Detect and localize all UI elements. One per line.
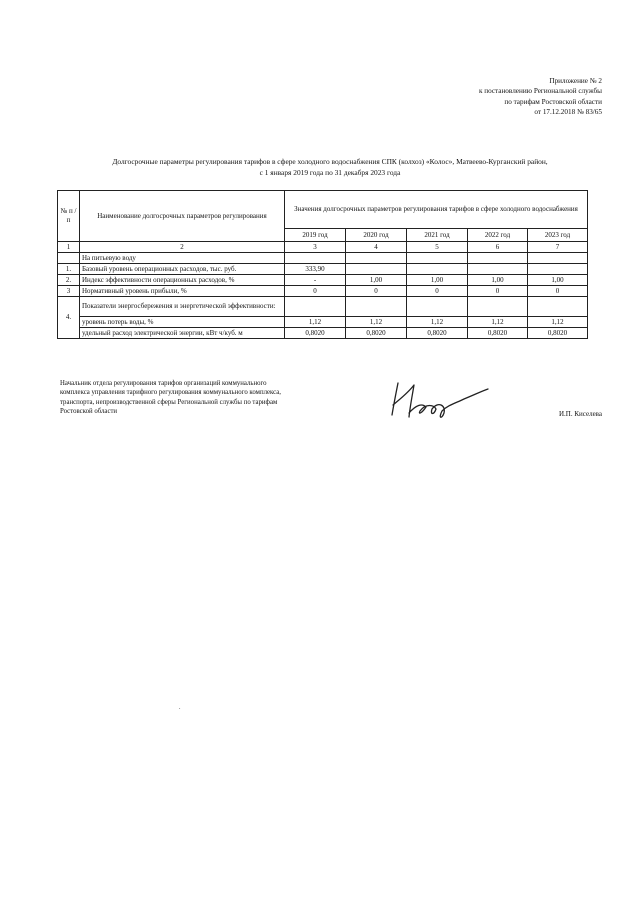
row-value bbox=[407, 264, 468, 275]
year-2022: 2022 год bbox=[468, 229, 528, 242]
appendix-line-1: Приложение № 2 bbox=[549, 77, 602, 85]
row-value: 0 bbox=[468, 286, 528, 297]
row-value bbox=[528, 264, 588, 275]
row-value: 1,12 bbox=[285, 317, 346, 328]
row-value: 0,8020 bbox=[528, 328, 588, 339]
row-name: удельный расход электрической энергии, кВт ч/куб. м bbox=[80, 328, 285, 339]
table-row bbox=[58, 317, 588, 328]
row-value: - bbox=[285, 275, 346, 286]
row-name: Индекс эффективности операционных расходов, % bbox=[80, 275, 285, 286]
row-value: 1,12 bbox=[407, 317, 468, 328]
parameters-table bbox=[57, 190, 588, 339]
header-num: № п /п bbox=[58, 191, 80, 242]
appendix-header bbox=[382, 76, 602, 118]
row-num: 2. bbox=[58, 275, 80, 286]
table-header-row bbox=[58, 191, 588, 229]
row-value: 333,90 bbox=[285, 264, 346, 275]
title-line-1: Долгосрочные параметры регулирования тарифов в сфере холодного водоснабжения СПК (колхоз) «Колос», Матвеево-Курганский район, bbox=[112, 157, 548, 166]
appendix-line-4: от 17.12.2018 № 83/65 bbox=[534, 108, 602, 117]
index-cell: 6 bbox=[468, 242, 528, 253]
handwritten-signature bbox=[384, 375, 494, 425]
table-row bbox=[58, 286, 588, 297]
index-cell: 2 bbox=[80, 242, 285, 253]
column-index-row bbox=[58, 242, 588, 253]
table-row bbox=[58, 328, 588, 339]
row-value: 0 bbox=[346, 286, 407, 297]
row-value: 1,00 bbox=[468, 275, 528, 286]
appendix-line-2: к постановлению Региональной службы bbox=[478, 87, 602, 96]
row-num: 3 bbox=[58, 286, 80, 297]
energy-heading: Показатели энергосбережения и энергетической эффективности: bbox=[80, 297, 285, 317]
index-cell: 4 bbox=[346, 242, 407, 253]
position-line-3: транспорта, непроизводственной сферы Региональной службы по тарифам bbox=[60, 398, 278, 406]
index-cell: 1 bbox=[58, 242, 80, 253]
row-value: 1,00 bbox=[528, 275, 588, 286]
row-value: 0 bbox=[528, 286, 588, 297]
row-value: 1,12 bbox=[528, 317, 588, 328]
row-num: 4. bbox=[58, 297, 80, 339]
row-value: 0 bbox=[407, 286, 468, 297]
year-2021: 2021 год bbox=[407, 229, 468, 242]
year-2023: 2023 год bbox=[528, 229, 588, 242]
position-line-2: комплекса управления тарифного регулирования коммунального комплекса, bbox=[60, 389, 281, 397]
row-name: уровень потерь воды, % bbox=[80, 317, 285, 328]
position-line-4: Ростовской области bbox=[60, 407, 118, 415]
title-line-2: с 1 января 2019 года по 31 декабря 2023 года bbox=[259, 168, 401, 177]
row-value: 0,8020 bbox=[346, 328, 407, 339]
position-line-1: Начальник отдела регулирования тарифов организаций коммунального bbox=[60, 380, 267, 387]
row-value: 1,12 bbox=[468, 317, 528, 328]
year-2020: 2020 год bbox=[346, 229, 407, 242]
section-label: На питьевую воду bbox=[80, 253, 285, 264]
appendix-line-3: по тарифам Ростовской области bbox=[504, 97, 602, 106]
signer-name: И.П. Киселева bbox=[559, 410, 602, 418]
row-value: 0,8020 bbox=[285, 328, 346, 339]
row-value: 1,00 bbox=[346, 275, 407, 286]
document-title bbox=[40, 156, 620, 178]
row-value: 0 bbox=[285, 286, 346, 297]
row-value: 0,8020 bbox=[407, 328, 468, 339]
row-value: 0,8020 bbox=[468, 328, 528, 339]
energy-heading-row bbox=[58, 297, 588, 317]
table-row bbox=[58, 275, 588, 286]
index-cell: 5 bbox=[407, 242, 468, 253]
row-name: Нормативный уровень прибыли, % bbox=[80, 286, 285, 297]
signer-position bbox=[60, 379, 350, 416]
section-row bbox=[58, 253, 588, 264]
header-name: Наименование долгосрочных параметров регулирования bbox=[80, 191, 285, 242]
header-values-group: Значения долгосрочных параметров регулирования тарифов в сфере холодного водоснабжения bbox=[285, 191, 588, 229]
row-value: 1,00 bbox=[407, 275, 468, 286]
row-value bbox=[468, 264, 528, 275]
table-row bbox=[58, 264, 588, 275]
scan-speck: . bbox=[179, 705, 181, 711]
row-value bbox=[346, 264, 407, 275]
row-name: Базовый уровень операционных расходов, тыс. руб. bbox=[80, 264, 285, 275]
year-2019: 2019 год bbox=[285, 229, 346, 242]
index-cell: 7 bbox=[528, 242, 588, 253]
row-value: 1,12 bbox=[346, 317, 407, 328]
row-num: 1. bbox=[58, 264, 80, 275]
index-cell: 3 bbox=[285, 242, 346, 253]
